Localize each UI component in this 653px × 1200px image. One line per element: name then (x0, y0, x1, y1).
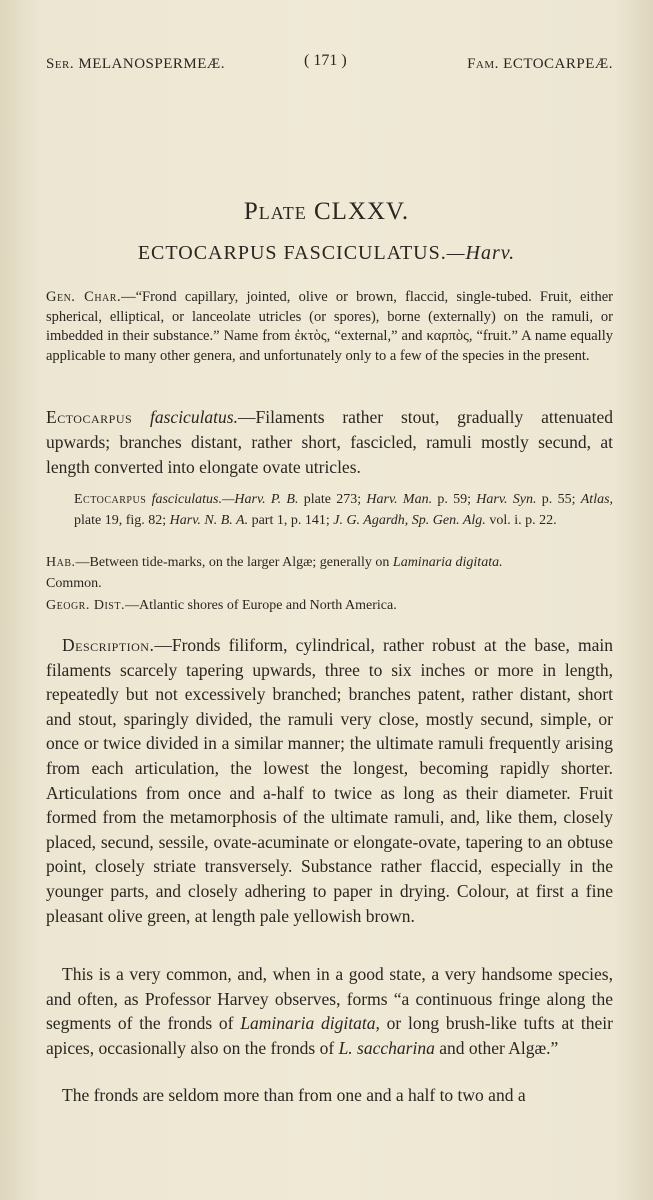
commentary-host-2: L. saccharina (338, 1037, 435, 1058)
synonymy-genus: Ectocarpus (74, 492, 147, 507)
species-heading (0, 242, 653, 265)
synonymy-ref1: —Harv. P. B. (221, 492, 299, 507)
commentary-text-b: or long brush-like tufts at their apices, occasionally also on the fronds of (46, 1013, 613, 1058)
continuation-paragraph (46, 1083, 613, 1108)
description (46, 633, 613, 928)
generic-character-text: —“Frond capillary, jointed, olive or brown, flaccid, single-tubed. Fruit, either spherical, elliptical, or lanceolate utricles (or spores), borne (externally) on the ramuli, or imbedded in their substance.” Name from ἐκτὸς, “external,” and καρπὸς, “fruit.” A name equally applicable to many other genera, and unfortunately only to a few of the species in the present. (46, 289, 613, 364)
generic-character-label: Gen. Char. (46, 289, 122, 305)
synonymy-ref6: J. G. Agardh, Sp. Gen. Alg. (333, 512, 486, 528)
synonymy-ref4: Atlas, (580, 492, 614, 507)
description-label: Description. (62, 635, 155, 655)
distribution-label: Geogr. Dist. (46, 598, 125, 613)
family-label: Fam. ECTOCARPEÆ. (467, 56, 613, 72)
species-name: ECTOCARPUS FASCICULATUS. (137, 242, 447, 264)
synonymy-ref3: Harv. Syn. (476, 492, 537, 507)
diagnosis-species: fasciculatus. (150, 407, 238, 427)
generic-character (46, 288, 613, 366)
synonymy-ref5: Harv. N. B. A. (169, 512, 249, 528)
species-author: —Harv. (446, 242, 516, 264)
synonymy-ref1-detail: plate 273; (298, 492, 367, 507)
synonymy (74, 490, 613, 531)
synonymy-ref3-detail: p. 55; (536, 492, 581, 507)
habitat-label: Hab. (46, 555, 76, 570)
plate-title: Plate CLXXV. (243, 198, 410, 225)
running-header (46, 52, 613, 76)
synonymy-ref6-detail: vol. i. p. 22. (485, 512, 557, 528)
synonymy-species: fasciculatus. (151, 492, 222, 507)
commentary-host-1: Laminaria digitata, (240, 1013, 380, 1034)
description-text: —Fronds filiform, cylindrical, rather robust at the base, main filaments scarcely tapering upwards, three to six inches or more in length, repeatedly but not excessively branched; branches patent, rather distant, short and stout, sparingly divided, the ramuli very close, mostly secund, simple, or once or twice divided in a similar manner; the ultimate ramuli frequently arising from each articulation, the lowest the longest, becoming rapidly shorter. Articulations from once and a-half to twice as long as their diameter. Fruit formed from the metamorphosis of the ultimate ramuli, and, like them, closely placed, secund, sessile, ovate-acuminate or elongate-ovate, tapering to an obtuse point, closely striate transversely. Substance rather flaccid, especially in the younger parts, and closely adhering to paper in drying. Colour, at first a fine pleasant olive green, at length pale yellowish brown. (46, 635, 613, 926)
synonymy-ref5-detail: part 1, p. 141; (248, 512, 334, 528)
synonymy-ref2-detail: p. 59; (432, 492, 477, 507)
synonymy-ref2: Harv. Man. (366, 492, 433, 507)
habitat-text: —Between tide-marks, on the larger Algæ; generally on (75, 555, 393, 570)
distribution-text: —Atlantic shores of Europe and North America. (124, 598, 397, 613)
synonymy-ref4-detail: plate 19, fig. 82; (74, 512, 170, 528)
habitat-status: Common. (46, 575, 102, 591)
diagnosis-genus: Ectocarpus (46, 407, 133, 427)
species-diagnosis (46, 405, 613, 480)
commentary-text-a: This is a very common, and, when in a good state, a very handsome species, and often, as Professor Harvey observes, forms “a continuous fringe along the segments of the fronds of (46, 964, 613, 1034)
series-label: Ser. MELANOSPERMEÆ. (46, 56, 225, 72)
habitat-host: Laminaria digitata. (392, 555, 503, 570)
commentary-paragraph (46, 962, 613, 1060)
habitat (46, 553, 613, 594)
commentary-text-c: and other Algæ.” (434, 1037, 559, 1058)
diagnosis-text: —Filaments rather stout, gradually attenuated upwards; branches distant, rather short, fascicled, ramuli mostly secund, at length converted into elongate ovate utricles. (46, 407, 614, 477)
geographic-distribution (46, 596, 613, 616)
continuation-text: The fronds are seldom more than from one and a half to two and a (62, 1085, 526, 1105)
page-number: ( 171 ) (304, 52, 347, 69)
